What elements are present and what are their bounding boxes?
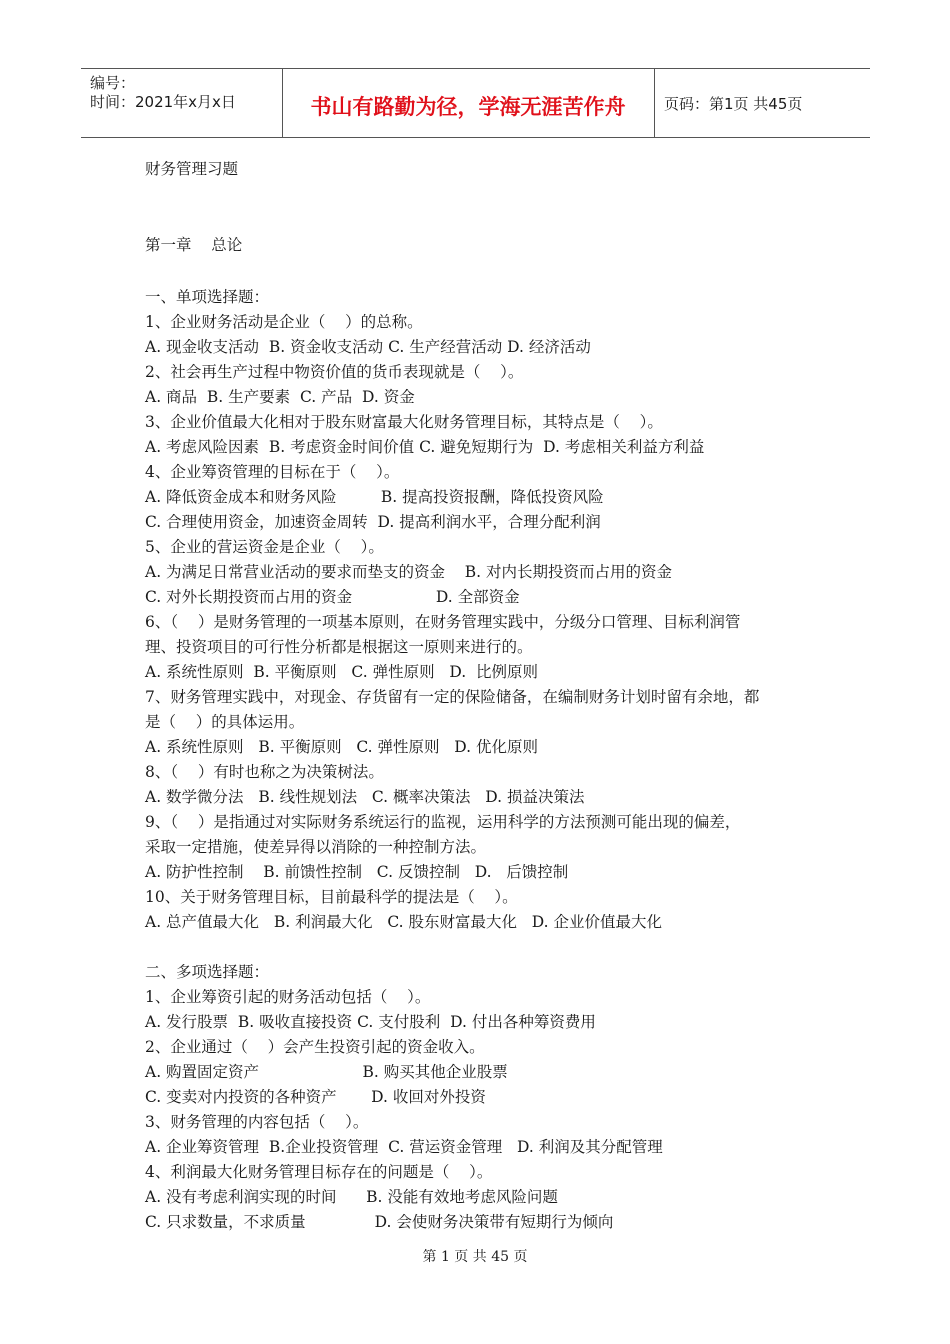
number-label: 编号： xyxy=(90,74,136,92)
page-footer: 第 1 页 共 45 页 xyxy=(422,1249,528,1265)
option-line: A. 系统性原则 B. 平衡原则 C. 弹性原则 D. 比例原则 xyxy=(145,663,539,681)
page-header xyxy=(81,68,870,138)
option-line: A. 为满足日常营业活动的要求而垫支的资金 B. 对内长期投资而占用的资金 xyxy=(145,563,673,581)
question-line: 4、利润最大化财务管理目标存在的问题是（ ）。 xyxy=(145,1163,493,1181)
option-line: A. 购置固定资产 B. 购买其他企业股票 xyxy=(145,1063,508,1081)
chapter-heading: 第一章 总论 xyxy=(145,236,243,254)
question-line: 5、企业的营运资金是企业（ ）。 xyxy=(145,538,384,556)
option-line: C. 只求数量，不求质量 D. 会使财务决策带有短期行为倾向 xyxy=(145,1213,614,1231)
section-heading: 二、多项选择题： xyxy=(145,963,270,981)
question-line: 6、（ ）是财务管理的一项基本原则，在财务管理实践中，分级分口管理、目标利润管 xyxy=(145,613,741,631)
question-line: 2、社会再生产过程中物资价值的货币表现就是（ ）。 xyxy=(145,363,524,381)
option-line: C. 变卖对内投资的各种资产 D. 收回对外投资 xyxy=(145,1088,486,1106)
question-line: 2、企业通过（ ）会产生投资引起的资金收入。 xyxy=(145,1038,485,1056)
question-line: 4、企业筹资管理的目标在于（ ）。 xyxy=(145,463,400,481)
page-number-label: 页码：第1页 共45页 xyxy=(664,95,803,113)
header-page-cell xyxy=(654,69,870,137)
document-title: 财务管理习题 xyxy=(145,160,239,178)
date-label: 时间：2021年x月x日 xyxy=(90,93,236,111)
option-line: C. 合理使用资金，加速资金周转 D. 提高利润水平，合理分配利润 xyxy=(145,513,601,531)
question-line: 3、财务管理的内容包括（ ）。 xyxy=(145,1113,369,1131)
question-line: 3、企业价值最大化相对于股东财富最大化财务管理目标，其特点是（ ）。 xyxy=(145,413,663,431)
motto: 书山有路勤为径，学海无涯苦作舟 xyxy=(310,95,626,119)
option-line: A. 防护性控制 B. 前馈性控制 C. 反馈控制 D. 后馈控制 xyxy=(145,863,569,881)
option-line: A. 现金收支活动 B. 资金收支活动 C. 生产经营活动 D. 经济活动 xyxy=(145,338,591,356)
option-line: A. 数学微分法 B. 线性规划法 C. 概率决策法 D. 损益决策法 xyxy=(145,788,585,806)
question-line: 10、关于财务管理目标，目前最科学的提法是（ ）。 xyxy=(145,888,518,906)
question-line: 8、（ ）有时也称之为决策树法。 xyxy=(145,763,384,781)
question-line: 1、企业筹资引起的财务活动包括（ ）。 xyxy=(145,988,431,1006)
option-line: A. 降低资金成本和财务风险 B. 提高投资报酬，降低投资风险 xyxy=(145,488,604,506)
question-line: 是（ ）的具体运用。 xyxy=(145,713,305,731)
option-line: A. 企业筹资管理 B.企业投资管理 C. 营运资金管理 D. 利润及其分配管理 xyxy=(145,1138,663,1156)
option-line: A. 没有考虑利润实现的时间 B. 没能有效地考虑风险问题 xyxy=(145,1188,558,1206)
question-line: 理、投资项目的可行性分析都是根据这一原则来进行的。 xyxy=(145,638,533,656)
header-info-cell xyxy=(81,69,283,137)
section-heading: 一、单项选择题： xyxy=(145,288,270,306)
option-line: A. 发行股票 B. 吸收直接投资 C. 支付股利 D. 付出各种筹资费用 xyxy=(145,1013,596,1031)
question-line: 9、（ ）是指通过对实际财务系统运行的监视，运用科学的方法预测可能出现的偏差， xyxy=(145,813,741,831)
header-motto-cell xyxy=(282,69,655,137)
option-line: C. 对外长期投资而占用的资金 D. 全部资金 xyxy=(145,588,520,606)
question-line: 7、财务管理实践中，对现金、存货留有一定的保险储备，在编制财务计划时留有余地，都 xyxy=(145,688,760,706)
question-line: 采取一定措施，使差异得以消除的一种控制方法。 xyxy=(145,838,487,856)
option-line: A. 系统性原则 B. 平衡原则 C. 弹性原则 D. 优化原则 xyxy=(145,738,539,756)
option-line: A. 商品 B. 生产要素 C. 产品 D. 资金 xyxy=(145,388,415,406)
option-line: A. 考虑风险因素 B. 考虑资金时间价值 C. 避免短期行为 D. 考虑相关利益方利益 xyxy=(145,438,705,456)
option-line: A. 总产值最大化 B. 利润最大化 C. 股东财富最大化 D. 企业价值最大化 xyxy=(145,913,663,931)
question-line: 1、企业财务活动是企业（ ）的总称。 xyxy=(145,313,423,331)
